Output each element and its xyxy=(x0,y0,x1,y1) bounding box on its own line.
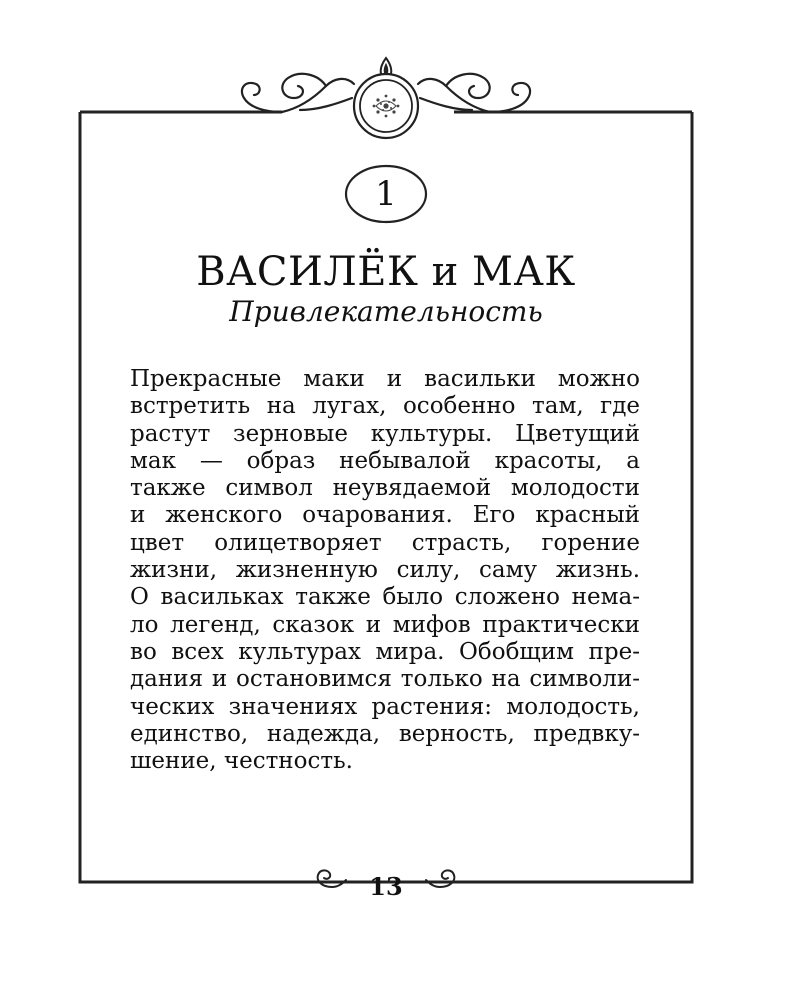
chapter-number: 1 xyxy=(375,174,397,214)
card-title: ВАСИЛЁК и МАК xyxy=(196,249,576,295)
medallion-icon xyxy=(354,74,418,138)
body-line: во всех культурах мира. Обобщим пре- xyxy=(130,638,640,665)
page-number: 13 xyxy=(369,872,403,901)
body-line: встретить на лугах, особенно там, где xyxy=(130,393,640,420)
body-line: и женского очарования. Его красный xyxy=(130,502,640,529)
body-line: цвет олицетворяет страсть, горение xyxy=(130,529,640,556)
body-line: единство, надежда, верность, предвку- xyxy=(130,720,640,747)
body-line: жизни, жизненную силу, саму жизнь. xyxy=(130,557,640,584)
body-line: ческих значениях растения: молодость, xyxy=(130,693,640,720)
body-line: О васильках также было сложено нема- xyxy=(130,584,640,611)
card-subtitle: Привлекательность xyxy=(229,295,543,328)
body-line: мак — образ небывалой красоты, а xyxy=(130,447,640,474)
body-text xyxy=(130,366,640,775)
footer-flourish-left xyxy=(318,870,346,887)
body-line: также символ неувядаемой молодости xyxy=(130,475,640,502)
body-line: шение, честность. xyxy=(130,748,353,775)
body-line: ло легенд, сказок и мифов практически xyxy=(130,611,640,638)
body-line: Прекрасные маки и васильки можно xyxy=(130,366,640,392)
body-line: дания и остановимся только на символи- xyxy=(130,666,640,693)
footer-flourish-right xyxy=(426,870,454,887)
body-line: растут зерновые культуры. Цветущий xyxy=(130,420,640,447)
